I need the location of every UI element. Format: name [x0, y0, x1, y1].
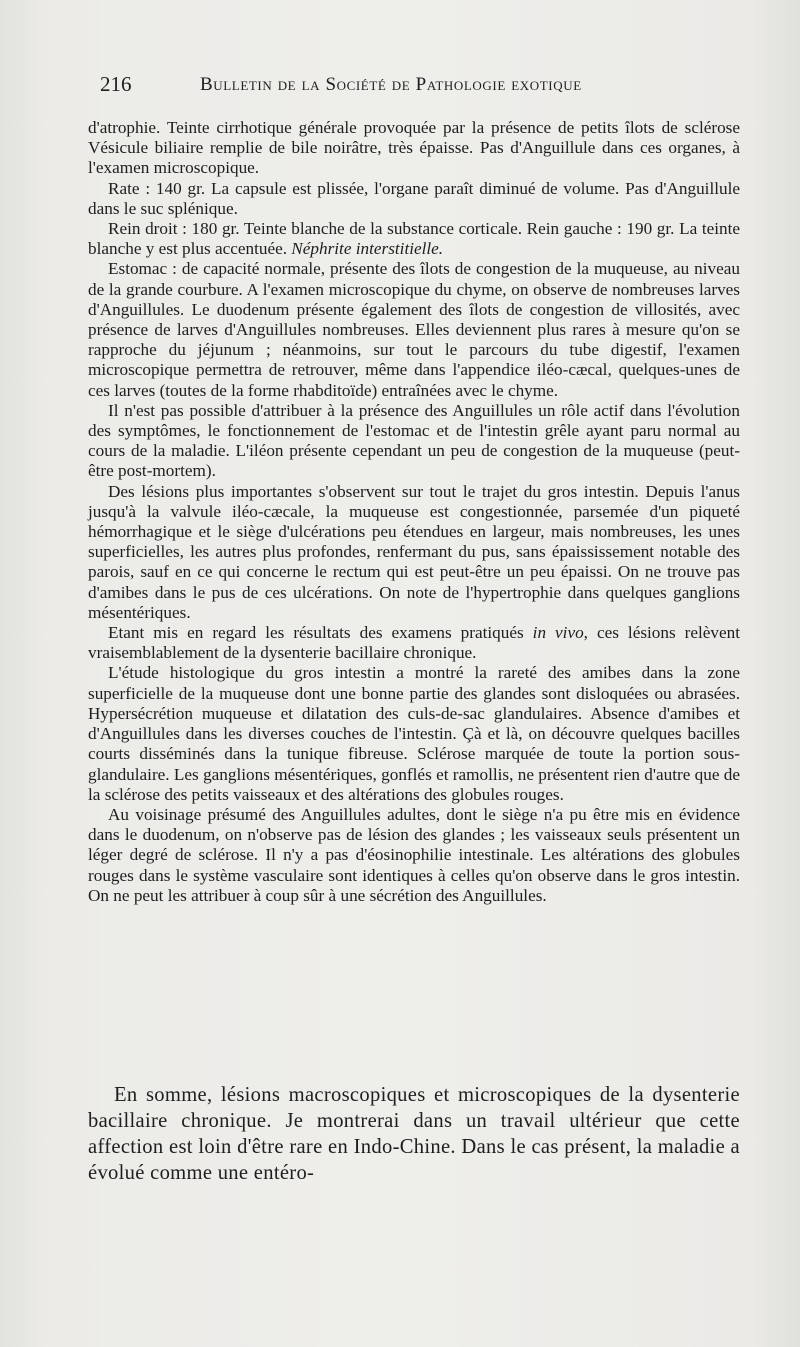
paragraph-in-vivo: Etant mis en regard les résultats des examens pratiqués in vivo, ces lésions relèvent vraisemblablement de la dysenterie bacillaire chronique.: [88, 623, 741, 663]
paragraph-conclusion: En somme, lésions macroscopiques et microscopiques de la dysenterie bacillaire chronique. Je montrerai dans un travail ultérieur que cette affection est loin d'être rare en Indo-Chine. Dans le cas présent, la maladie a évolué comme une entéro-: [88, 1084, 740, 1184]
paragraph-atrophie: d'atrophie. Teinte cirrhotique générale provoquée par la présence de petits îlots de sclérose Vésicule biliaire remplie de bile noirâtre, très épaisse. Pas d'Anguillule dans ces organes, à l'examen microscopique.: [88, 118, 740, 178]
paragraph-histologie: L'étude histologique du gros intestin a montré la rareté des amibes dans la zone superficielle de la muqueuse dont une bonne partie des glandes sont disloquées ou abrasées. Hypersécrétion muqueuse et dilatation des culs-de-sac glandulaires. Absence d'amibes et d'Anguillules dans les diverses couches de l'intestin. Çà et là, on découvre quelques bacilles courts disséminés dans la tunique fibreuse. Sclérose marquée de toute la portion sous-glandulaire. Les ganglions mésentériques, gonflés et ramollis, ne présentent rien d'autre que de la sclérose des petits vaisseaux et des altérations des globules rouges.: [88, 663, 740, 804]
paragraph-estomac: Estomac : de capacité normale, présente des îlots de congestion de la muqueuse, au niveau de la grande courbure. A l'examen microscopique du chyme, on observe de nombreuses larves d'Anguillules. Le duodenum présente également des îlots de congestion de villosités, avec présence de larves d'Anguillules nombreuses. Elles deviennent plus rares à mesure qu'on se rapproche du jéjunum ; néanmoins, sur tout le parcours du tube digestif, l'examen microscopique permettra de retrouver, même dans l'appendice iléo-cæcal, quelques-unes de ces larves (toutes de la forme rhabditoïde) entraînées avec le chyme.: [88, 259, 740, 400]
conclusion-block: [88, 1082, 740, 1186]
running-title: Bulletin de la Société de Pathologie exotique: [200, 74, 582, 95]
italic-nephrite: Néphrite interstitielle.: [291, 239, 444, 259]
page-number: 216: [100, 72, 132, 96]
paragraph-rate: Rate : 140 gr. La capsule est plissée, l'organe paraît diminué de volume. Pas d'Anguillule dans le suc splénique.: [88, 178, 740, 218]
paragraph-lesions: Des lésions plus importantes s'observent sur tout le trajet du gros intestin. Depuis l'anus jusqu'à la valvule iléo-cæcale, la muqueuse est congestionnée, parsemée d'un piqueté hémorrhagique et le siège d'ulcérations peu étendues en largeur, mais nombreuses, les unes superficielles, les autres plus profondes, renfermant du pus, sans épaississement notable des parois, sauf en ce qui concerne le rectum qui est peut-être un peu épaissi. On ne trouve pas d'amibes dans le pus de ces ulcérations. On note de l'hypertrophie dans quelques ganglions mésentériques.: [88, 481, 740, 622]
paragraph-voisinage: Au voisinage présumé des Anguillules adultes, dont le siège n'a pu être mis en évidence dans le duodenum, on n'observe pas de lésion des glandes ; les vaisseaux seuls présentent un léger degré de sclérose. Il n'y a pas d'éosinophilie intestinale. Les altérations des globules rouges dans le système vasculaire sont identiques à celles qu'on observe dans le gros intestin. On ne peut les attribuer à coup sûr à une sécrétion des Anguillules.: [88, 804, 740, 905]
italic-in-vivo: in vivo: [532, 623, 584, 643]
paragraph-rein: Rein droit : 180 gr. Teinte blanche de la substance corticale. Rein gauche : 190 gr. La teinte blanche y est plus accentuée. Néphrite interstitielle.: [88, 219, 740, 259]
paragraph-anguillules-role: Il n'est pas possible d'attribuer à la présence des Anguillules un rôle actif dans l'évolution des symptômes, le fonctionnement de l'estomac et de l'intestin grêle ayant paru normal au cours de la maladie. L'iléon présente cependant un peu de congestion de la muqueuse (peut-être post-mortem).: [88, 400, 740, 481]
page-header: [100, 72, 740, 102]
article-body: [88, 118, 740, 906]
